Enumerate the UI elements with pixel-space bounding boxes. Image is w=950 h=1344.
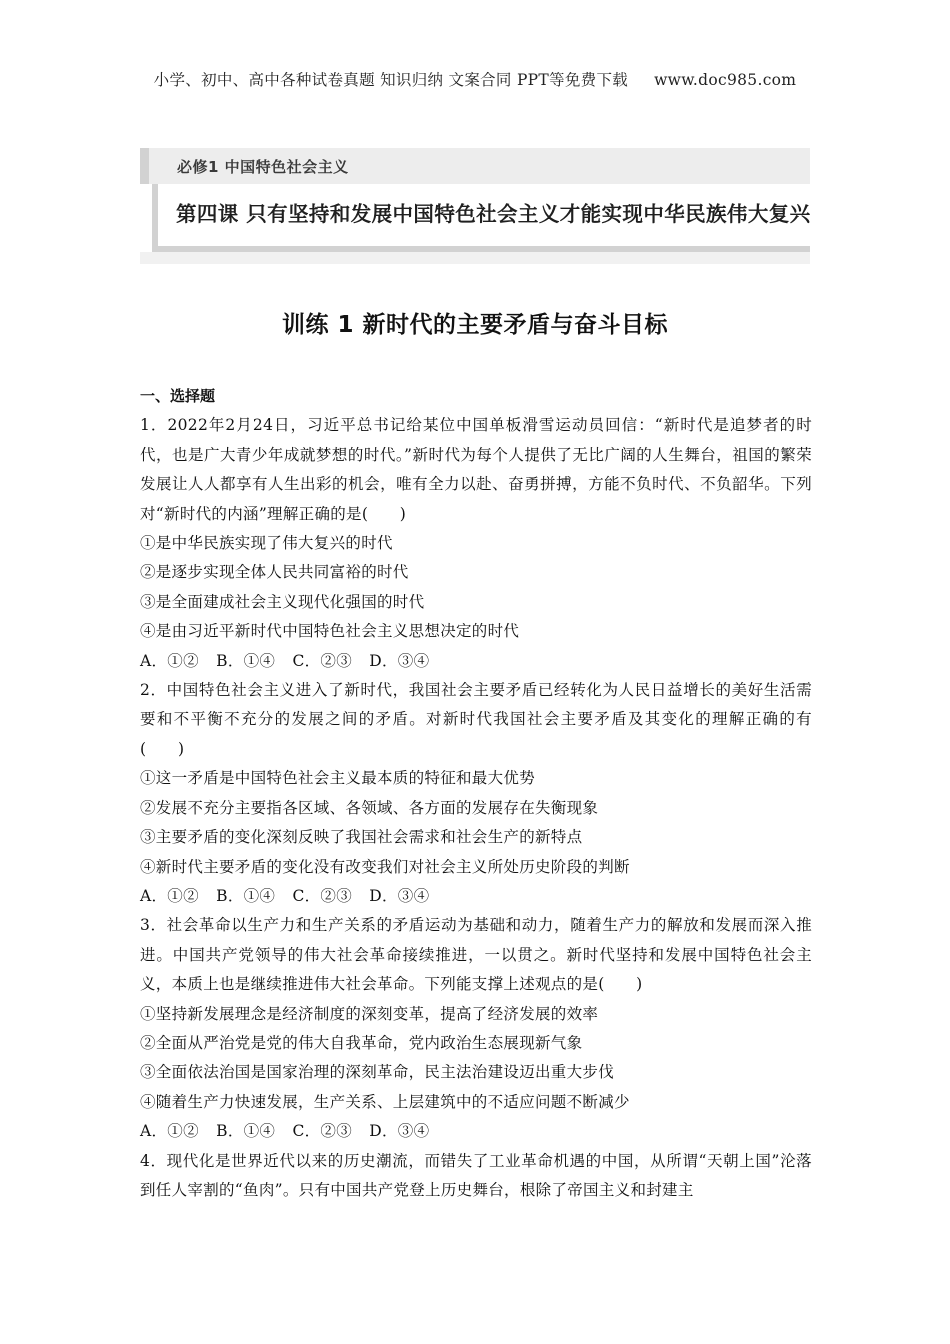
- statement-4: ④是由习近平新时代中国特色社会主义思想决定的时代: [140, 622, 520, 641]
- statement-4: ④随着生产力快速发展，生产关系、上层建筑中的不适应问题不断减少: [140, 1092, 630, 1111]
- banner-text: 小学、初中、高中各种试卷真题 知识归纳 文案合同 PPT等免费下载: [153, 71, 629, 89]
- choice-d[interactable]: D．③④: [369, 651, 430, 670]
- choice-a[interactable]: A．①②: [140, 651, 199, 670]
- answer-choices: [140, 1117, 812, 1146]
- question-4: [140, 1147, 812, 1206]
- question-stem: 2．中国特色社会主义进入了新时代，我国社会主要矛盾已经转化为人民日益增长的美好生活需要和不平衡不充分的发展之间的矛盾。对新时代我国社会主要矛盾及其变化的理解正确的有( ): [140, 681, 812, 758]
- choice-b[interactable]: B．①④: [216, 886, 276, 905]
- strip-accent: [140, 148, 149, 184]
- question-1: [140, 411, 812, 676]
- statement-1: ①这一矛盾是中国特色社会主义最本质的特征和最大优势: [140, 769, 536, 788]
- choice-b[interactable]: B．①④: [216, 1122, 276, 1141]
- title-frame-left: [152, 184, 158, 252]
- choice-c[interactable]: C．②③: [292, 886, 353, 905]
- question-3: [140, 911, 812, 1146]
- choice-a[interactable]: A．①②: [140, 1122, 199, 1141]
- lesson-header: [140, 148, 810, 264]
- statement-2: ②是逐步实现全体人民共同富裕的时代: [140, 563, 409, 582]
- question-stem: 1．2022年2月24日，习近平总书记给某位中国单板滑雪运动员回信：“新时代是追梦者的时代，也是广大青少年成就梦想的时代。”新时代为每个人提供了无比广阔的人生舞台，祖国的繁荣发展让人人都享有人生出彩的机会，唯有全力以赴、奋勇拼搏，方能不负时代、不负韶华。下列对“新时代的内涵”理解正确的是( ): [140, 416, 812, 523]
- question-stem: 3．社会革命以生产力和生产关系的矛盾运动为基础和动力，随着生产力的解放和发展而深入推进。中国共产党领导的伟大社会革命接续推进，一以贯之。新时代坚持和发展中国特色社会主义，本质上也是继续推进伟大社会革命。下列能支撑上述观点的是( ): [140, 916, 812, 994]
- question-stem: 4．现代化是世界近代以来的历史潮流，而错失了工业革命机遇的中国，从所谓“天朝上国”沦落到任人宰割的“鱼肉”。只有中国共产党登上历史舞台，根除了帝国主义和封建主: [140, 1151, 812, 1199]
- module-strip: [140, 148, 810, 184]
- choice-a[interactable]: A．①②: [140, 886, 199, 905]
- statement-2: ②发展不充分主要指各区域、各领域、各方面的发展存在失衡现象: [140, 798, 599, 817]
- statement-3: ③是全面建成社会主义现代化强国的时代: [140, 592, 425, 611]
- site-banner: [0, 68, 950, 90]
- choice-c[interactable]: C．②③: [292, 1122, 353, 1141]
- choice-b[interactable]: B．①④: [216, 651, 276, 670]
- answer-choices: [140, 882, 812, 911]
- question-list: [140, 382, 812, 1205]
- statement-1: ①是中华民族实现了伟大复兴的时代: [140, 534, 393, 553]
- statement-3: ③主要矛盾的变化深刻反映了我国社会需求和社会生产的新特点: [140, 828, 583, 847]
- lesson-title: 第四课 只有坚持和发展中国特色社会主义才能实现中华民族伟大复兴: [176, 202, 811, 226]
- section-heading: 一、选择题: [140, 387, 216, 405]
- statement-3: ③全面依法治国是国家治理的深刻革命，民主法治建设迈出重大步伐: [140, 1063, 615, 1082]
- statement-2: ②全面从严治党是党的伟大自我革命，党内政治生态展现新气象: [140, 1033, 583, 1052]
- choice-d[interactable]: D．③④: [369, 886, 430, 905]
- answer-choices: [140, 647, 812, 676]
- header-shadow: [140, 252, 810, 264]
- exercise-title: 训练 1 新时代的主要矛盾与奋斗目标: [281, 312, 669, 338]
- question-2: [140, 676, 812, 911]
- banner-url[interactable]: www.doc985.com: [654, 71, 797, 89]
- lesson-title-box: [140, 184, 810, 250]
- module-label: 必修1 中国特色社会主义: [177, 158, 349, 176]
- choice-c[interactable]: C．②③: [292, 651, 353, 670]
- statement-4: ④新时代主要矛盾的变化没有改变我们对社会主义所处历史阶段的判断: [140, 857, 630, 876]
- statement-1: ①坚持新发展理念是经济制度的深刻变革，提高了经济发展的效率: [140, 1004, 599, 1023]
- choice-d[interactable]: D．③④: [369, 1122, 430, 1141]
